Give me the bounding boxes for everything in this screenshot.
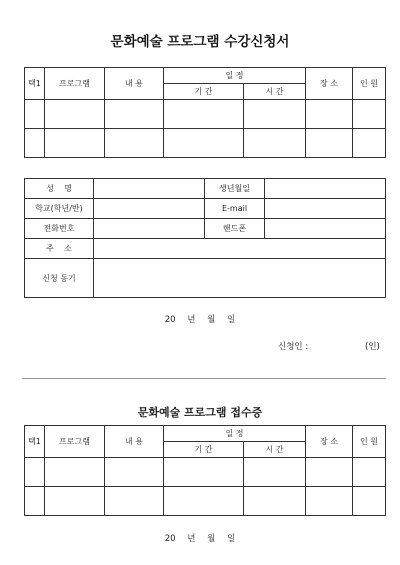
header-time: 시 간	[244, 84, 306, 100]
header-program: 프로그램	[45, 426, 105, 458]
receipt-table	[24, 425, 386, 516]
time-cell[interactable]	[244, 129, 306, 158]
motive-field[interactable]	[94, 259, 386, 298]
birth-field[interactable]	[265, 179, 386, 199]
header-people: 인 원	[353, 426, 386, 458]
people-cell[interactable]	[353, 100, 386, 129]
mobile-field[interactable]	[265, 219, 386, 239]
people-cell[interactable]	[353, 129, 386, 158]
mobile-label: 핸드폰	[205, 219, 265, 239]
content-cell[interactable]	[105, 100, 164, 129]
header-select: 택1	[25, 68, 45, 100]
seal-label: (인)	[365, 342, 380, 352]
birth-label: 생년월일	[205, 179, 265, 199]
select-cell[interactable]	[25, 487, 45, 516]
content-cell[interactable]	[105, 458, 164, 487]
table-row	[25, 458, 386, 487]
name-field[interactable]	[94, 179, 205, 199]
header-content: 내 용	[105, 426, 164, 458]
header-content: 내 용	[105, 68, 164, 100]
header-place: 장 소	[306, 426, 353, 458]
table-row	[25, 100, 386, 129]
content-cell[interactable]	[105, 487, 164, 516]
select-cell[interactable]	[25, 458, 45, 487]
time-cell[interactable]	[244, 458, 306, 487]
people-cell[interactable]	[353, 458, 386, 487]
receipt-date: 20 년 월 일	[164, 534, 236, 544]
period-cell[interactable]	[164, 458, 244, 487]
time-cell[interactable]	[244, 487, 306, 516]
address-label: 주 소	[25, 239, 94, 259]
header-schedule: 일 정	[164, 68, 306, 84]
place-cell[interactable]	[306, 129, 353, 158]
content-cell[interactable]	[105, 129, 164, 158]
applicant-sign-label: 신청인 :	[278, 342, 309, 352]
header-period: 기 간	[164, 84, 244, 100]
header-people: 인 원	[353, 68, 386, 100]
table-row	[25, 129, 386, 158]
program-table	[24, 67, 386, 158]
form-title: 문화예술 프로그램 수강신청서	[110, 34, 290, 50]
header-period: 기 간	[164, 442, 244, 458]
header-program: 프로그램	[45, 68, 105, 100]
program-cell[interactable]	[45, 458, 105, 487]
time-cell[interactable]	[244, 100, 306, 129]
program-cell[interactable]	[45, 129, 105, 158]
phone-field[interactable]	[94, 219, 205, 239]
name-label: 성 명	[25, 179, 94, 199]
motive-label: 신청 동기	[25, 259, 94, 298]
select-cell[interactable]	[25, 129, 45, 158]
receipt-title: 문화예술 프로그램 접수증	[137, 406, 263, 419]
school-field[interactable]	[94, 199, 205, 219]
applicant-table	[24, 178, 386, 298]
header-select: 택1	[25, 426, 45, 458]
address-field[interactable]	[94, 239, 386, 259]
program-cell[interactable]	[45, 100, 105, 129]
place-cell[interactable]	[306, 100, 353, 129]
email-label: E-mail	[205, 199, 265, 219]
place-cell[interactable]	[306, 458, 353, 487]
header-time: 시 간	[244, 442, 306, 458]
school-label: 학교(학년/반)	[25, 199, 94, 219]
period-cell[interactable]	[164, 487, 244, 516]
program-cell[interactable]	[45, 487, 105, 516]
email-field[interactable]	[265, 199, 386, 219]
application-date: 20 년 월 일	[164, 315, 236, 325]
header-schedule: 일 정	[164, 426, 306, 442]
table-row	[25, 487, 386, 516]
place-cell[interactable]	[306, 487, 353, 516]
phone-label: 전화번호	[25, 219, 94, 239]
select-cell[interactable]	[25, 100, 45, 129]
period-cell[interactable]	[164, 129, 244, 158]
header-place: 장 소	[306, 68, 353, 100]
cut-line-divider	[22, 378, 386, 379]
period-cell[interactable]	[164, 100, 244, 129]
people-cell[interactable]	[353, 487, 386, 516]
